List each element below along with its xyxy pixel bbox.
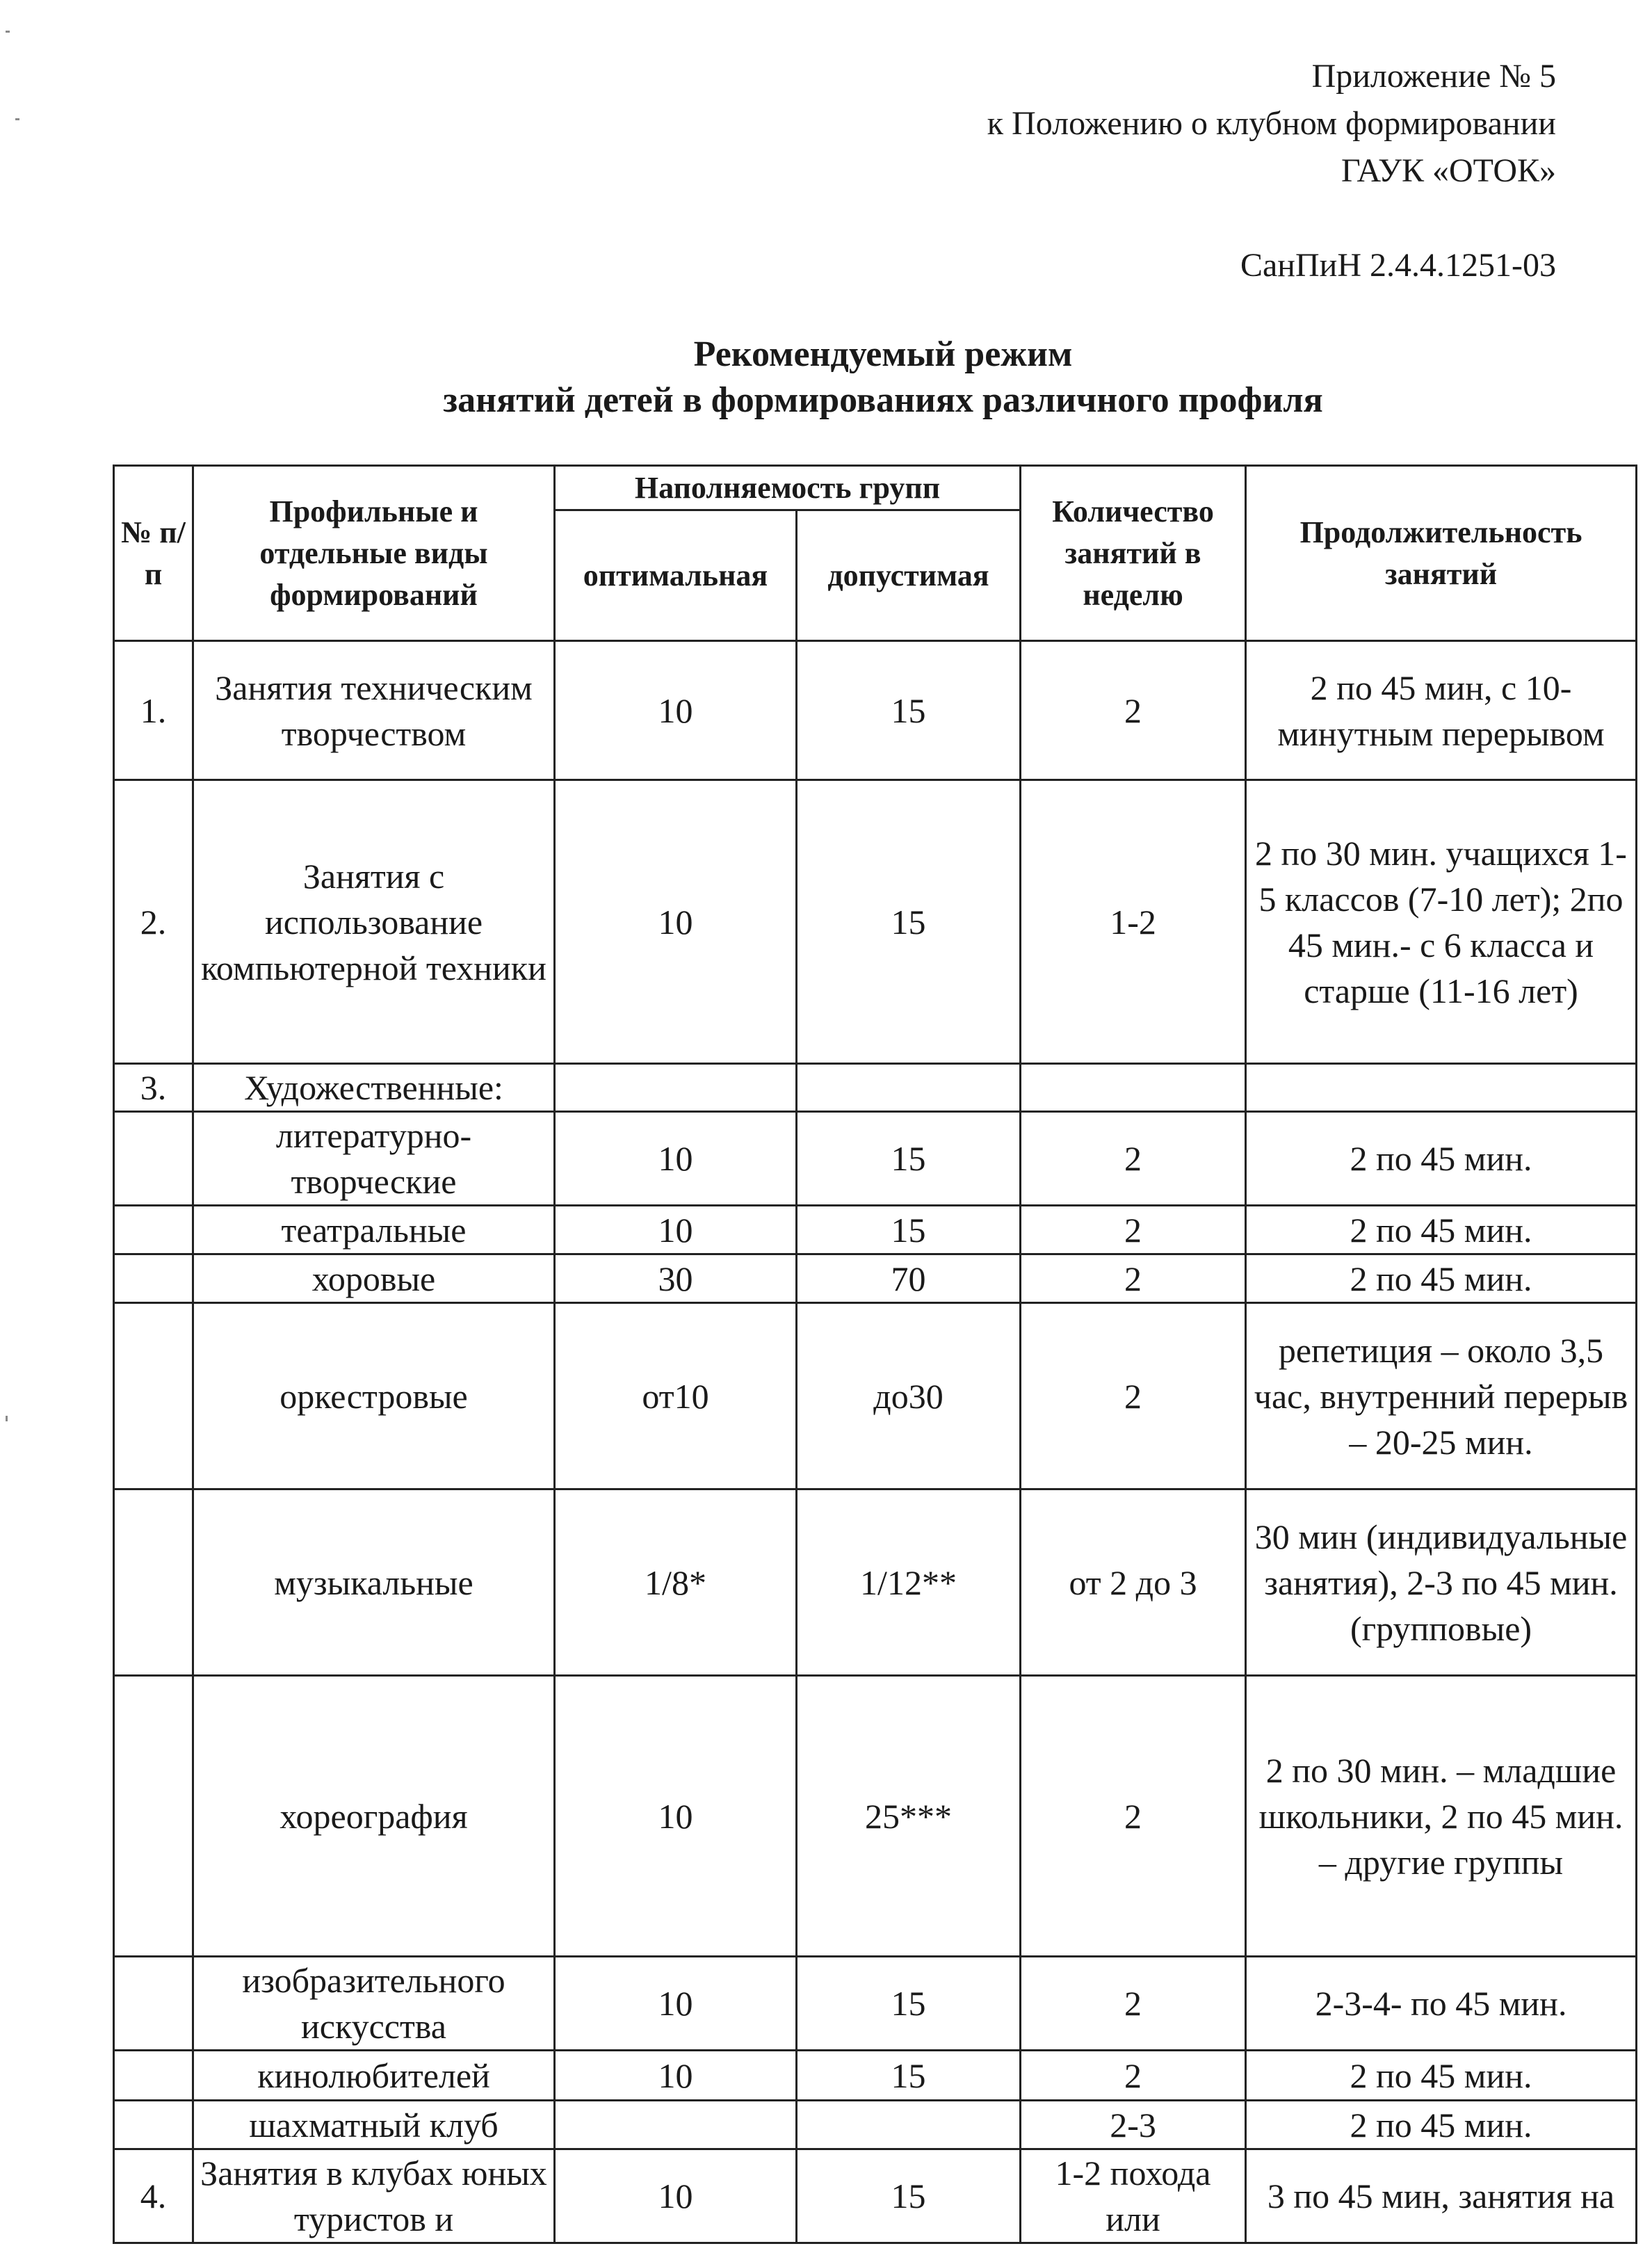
row-allowed: до30 [797, 1303, 1021, 1489]
row-count: 2 [1021, 1676, 1246, 1957]
row-allowed: 15 [797, 780, 1021, 1064]
row-number [114, 2101, 193, 2149]
row-profile: музыкальные [193, 1489, 555, 1676]
row-count: 2 [1021, 1303, 1246, 1489]
table-row [114, 1489, 1637, 1676]
row-optimal: от10 [555, 1303, 797, 1489]
row-profile: Занятия с использование компьютерной техники [193, 780, 555, 1064]
row-count [1021, 1064, 1246, 1112]
row-count: 2 [1021, 1112, 1246, 1206]
row-profile: литературно-творческие [193, 1112, 555, 1206]
row-allowed: 70 [797, 1254, 1021, 1303]
row-optimal: 10 [555, 1112, 797, 1206]
row-number [114, 1489, 193, 1676]
row-count: 2 [1021, 1254, 1246, 1303]
row-profile: изобразительного искусства [193, 1957, 555, 2051]
table-row [114, 1254, 1637, 1303]
scan-mark [6, 1416, 8, 1421]
row-duration [1246, 1064, 1637, 1112]
row-number: 3. [114, 1064, 193, 1112]
row-optimal [555, 1064, 797, 1112]
row-number [114, 1254, 193, 1303]
row-duration: 2 по 45 мин. [1246, 2101, 1637, 2149]
row-count: 1-2 похода или [1021, 2149, 1246, 2243]
row-optimal [555, 2101, 797, 2149]
row-duration: 2 по 45 мин. [1246, 2051, 1637, 2101]
table-row [114, 2051, 1637, 2101]
scan-mark [6, 31, 10, 33]
row-optimal: 10 [555, 1676, 797, 1957]
row-number [114, 2051, 193, 2101]
table-row [114, 1112, 1637, 1206]
row-optimal: 10 [555, 2051, 797, 2101]
row-count: 2 [1021, 2051, 1246, 2101]
document-subtitle: занятий детей в формированиях различного профиля [443, 380, 1323, 420]
row-duration: 2 по 30 мин. учащихся 1-5 классов (7-10 лет); 2по 45 мин.- с 6 класса и старше (11-16 лет) [1246, 780, 1637, 1064]
row-count: 2 [1021, 1206, 1246, 1254]
row-duration: 2 по 45 мин. [1246, 1254, 1637, 1303]
row-duration: 3 по 45 мин, занятия на [1246, 2149, 1637, 2243]
row-number [114, 1303, 193, 1489]
header-number: № п/п [114, 466, 193, 641]
row-duration: 2 по 45 мин, с 10-минутным перерывом [1246, 641, 1637, 780]
row-allowed [797, 1064, 1021, 1112]
row-profile: шахматный клуб [193, 2101, 555, 2149]
row-number [114, 1206, 193, 1254]
row-number [114, 1957, 193, 2051]
table-row [114, 2101, 1637, 2149]
row-allowed: 15 [797, 1206, 1021, 1254]
row-duration: 2 по 30 мин. – младшие школьники, 2 по 45 мин. – другие группы [1246, 1676, 1637, 1957]
row-duration: 2 по 45 мин. [1246, 1206, 1637, 1254]
row-allowed: 15 [797, 1112, 1021, 1206]
row-optimal: 10 [555, 641, 797, 780]
row-allowed: 15 [797, 641, 1021, 780]
row-number: 2. [114, 780, 193, 1064]
row-profile: Художественные: [193, 1064, 555, 1112]
table-row [114, 2149, 1637, 2243]
row-allowed [797, 2101, 1021, 2149]
schedule-table [113, 465, 1637, 2244]
row-optimal: 10 [555, 780, 797, 1064]
row-profile: театральные [193, 1206, 555, 1254]
row-optimal: 30 [555, 1254, 797, 1303]
row-allowed: 15 [797, 2149, 1021, 2243]
header-lessons-per-week: Количество занятий в неделю [1021, 466, 1246, 641]
table-row [114, 1064, 1637, 1112]
row-duration: 2 по 45 мин. [1246, 1112, 1637, 1206]
row-count: 2 [1021, 1957, 1246, 2051]
row-profile: оркестровые [193, 1303, 555, 1489]
sanpin-code: СанПиН 2.4.4.1251-03 [1240, 247, 1556, 284]
table-row [114, 1206, 1637, 1254]
header-profile: Профильные и отдельные виды формирований [193, 466, 555, 641]
row-count: 2 [1021, 641, 1246, 780]
table-row [114, 641, 1637, 780]
row-profile: Занятия в клубах юных туристов и [193, 2149, 555, 2243]
row-optimal: 10 [555, 1957, 797, 2051]
row-number [114, 1676, 193, 1957]
header-duration: Продолжительность занятий [1246, 466, 1637, 641]
header-allowed: допустимая [797, 510, 1021, 641]
row-number: 4. [114, 2149, 193, 2243]
table-row [114, 1957, 1637, 2051]
header-optimal: оптимальная [555, 510, 797, 641]
row-count: от 2 до 3 [1021, 1489, 1246, 1676]
appendix-reference: к Положению о клубном формировании [987, 105, 1556, 142]
row-number [114, 1112, 193, 1206]
row-allowed: 25*** [797, 1676, 1021, 1957]
row-optimal: 10 [555, 2149, 797, 2243]
table-row [114, 780, 1637, 1064]
table-row [114, 1303, 1637, 1489]
row-allowed: 15 [797, 1957, 1021, 2051]
organization-name: ГАУК «ОТОК» [1341, 152, 1556, 189]
row-profile: хореография [193, 1676, 555, 1957]
row-count: 2-3 [1021, 2101, 1246, 2149]
row-duration: 30 мин (индивидуальные занятия), 2-3 по 45 мин. (групповые) [1246, 1489, 1637, 1676]
row-count: 1-2 [1021, 780, 1246, 1064]
row-duration: 2-3-4- по 45 мин. [1246, 1957, 1637, 2051]
row-allowed: 15 [797, 2051, 1021, 2101]
row-number: 1. [114, 641, 193, 780]
header-group-fill: Наполняемость групп [555, 466, 1021, 510]
row-allowed: 1/12** [797, 1489, 1021, 1676]
scan-mark [15, 118, 19, 120]
row-optimal: 1/8* [555, 1489, 797, 1676]
row-duration: репетиция – около 3,5 час, внутренний перерыв – 20-25 мин. [1246, 1303, 1637, 1489]
row-profile: кинолюбителей [193, 2051, 555, 2101]
document-title: Рекомендуемый режим [693, 334, 1073, 374]
row-profile: хоровые [193, 1254, 555, 1303]
row-profile: Занятия техническим творчеством [193, 641, 555, 780]
row-optimal: 10 [555, 1206, 797, 1254]
appendix-number: Приложение № 5 [1311, 58, 1556, 95]
table-row [114, 1676, 1637, 1957]
